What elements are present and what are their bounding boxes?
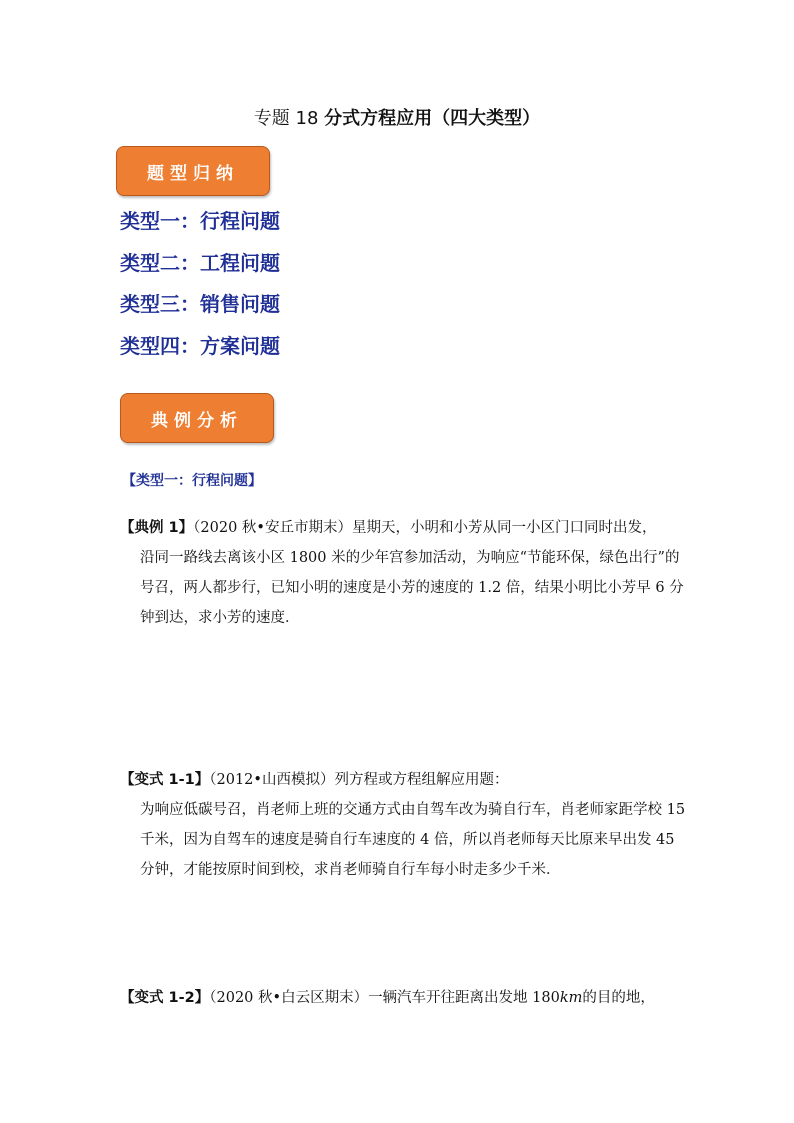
problem-example-1 (120, 513, 690, 633)
problem-source: （2012•山西模拟） (209, 772, 335, 788)
problem-variant-1-2 (120, 983, 690, 1013)
type-item-1: 类型一：行程问题 (120, 209, 280, 233)
summary-badge: 题型归纳 (116, 146, 270, 196)
problem-variant-1-1 (120, 765, 690, 885)
examples-badge: 典例分析 (120, 393, 274, 443)
problem-first-line (120, 983, 690, 1013)
unit-km: km (559, 990, 583, 1006)
problem-source: （2020 秋•安丘市期末） (193, 520, 352, 536)
problem-text-end: 的目的地， (582, 990, 655, 1006)
problem-tag: 【典例 1】 (120, 520, 194, 536)
problem-body: 为响应低碳号召，肖老师上班的交通方式由自驾车改为骑自行车，肖老师家距学校 15 千米，因为自驾车的速度是骑自行车速度的 4 倍，所以肖老师每天比原来早出发 45 分钟，才能按原时间到校，求肖老师骑自行车每小时走多少千米． (140, 802, 686, 878)
problem-tag: 【变式 1-2】 (120, 990, 210, 1006)
title-main: 分式方程应用（四大类型） (324, 108, 541, 129)
title-prefix: 专题 18 (253, 108, 325, 129)
section-heading: 【类型一：行程问题】 (122, 473, 262, 489)
page-title (0, 104, 794, 130)
type-item-2: 类型二：工程问题 (120, 250, 280, 275)
type-item-3: 类型三：销售问题 (120, 292, 280, 316)
problem-first-line (120, 765, 690, 795)
type-list (120, 203, 280, 369)
problem-text-start: 列方程或方程组解应用题： (334, 772, 509, 788)
problem-body: 沿同一路线去离该小区 1800 米的少年宫参加活动，为响应“节能环保，绿色出行”的号召，两人都步行，已知小明的速度是小芳的速度的 1.2 倍，结果小明比小芳早 6 分钟到达，求小芳的速度． (140, 550, 684, 626)
problem-tag: 【变式 1-1】 (120, 772, 210, 788)
problem-source: （2020 秋•白云区期末） (209, 990, 369, 1006)
problem-text-start: 星期天，小明和小芳从同一小区门口同时出发， (351, 520, 657, 536)
type-item-4: 类型四：方案问题 (120, 333, 280, 358)
problem-first-line (120, 513, 690, 543)
problem-text-start: 一辆汽车开往距离出发地 180 (368, 990, 560, 1006)
